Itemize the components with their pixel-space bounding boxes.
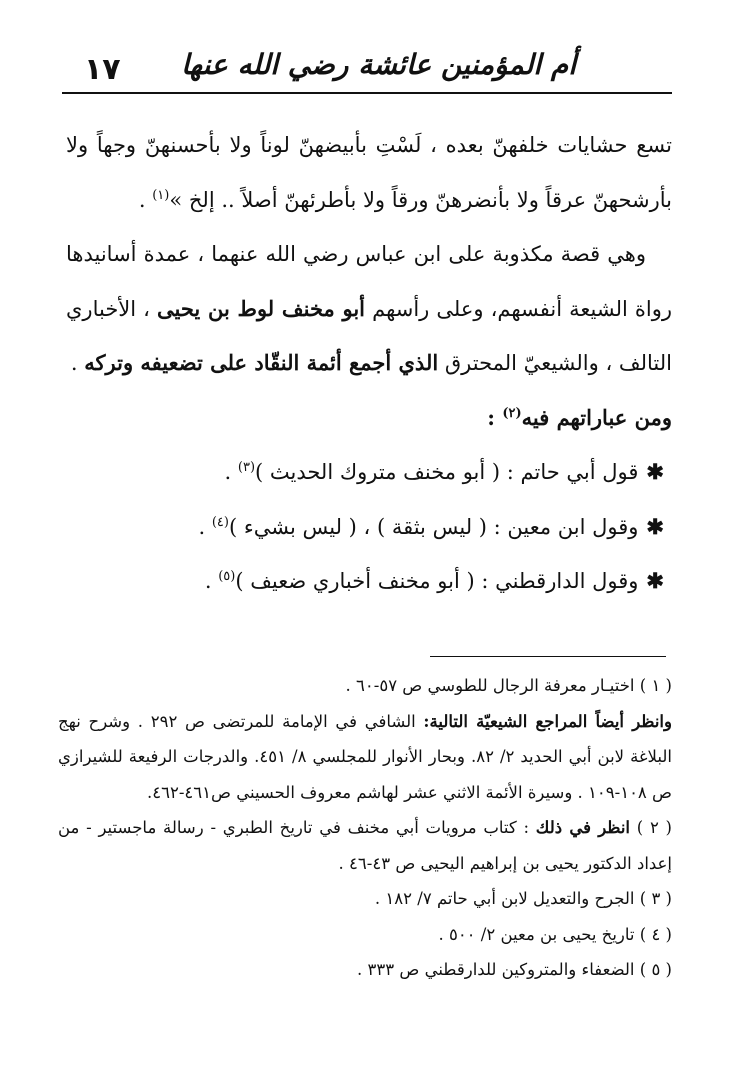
- footnote-1: ( ١ ) اختيـار معرفة الرجال للطوسي ص ٥٧-٦٠ .: [345, 676, 672, 695]
- asterisk-bullet-icon: ✱: [646, 459, 664, 484]
- paragraph-3: ومن عباراتهم فيه$^{(٢)}$ :: [487, 404, 672, 430]
- asterisk-bullet-icon: ✱: [646, 513, 664, 539]
- footnote-2: ( ٢ ) انظر في ذلك : كتاب مرويات أبي مخنف في تاريخ الطبري - رسالة ماجستير - من إعداد الدكتور يحيى بن إبراهيم اليحيى ص ٤٣-٤٦ .: [58, 818, 672, 873]
- asterisk-bullet-icon: ✱: [646, 568, 664, 593]
- paragraph-2: وهي قصة مكذوبة على ابن عباس رضي الله عنهما ، عمدة أسانيدها رواة الشيعة أنفسهم، وعلى رأسهم أبو مخنف لوط بن يحيى ، الأخباري التالف ، والشيعيّ المحترق الذي أجمع أئمة النقّاد على تضعيفه وتركه .: [66, 242, 673, 375]
- narrator-name: أبو مخنف لوط بن يحيى: [157, 295, 366, 321]
- paragraph-1-line-2: ولا بأرشحهنّ عرقاً ولا بأنضرهنّ ورقاً ولا بأطرئهنّ أصلاً .. إلخ »: [66, 133, 672, 212]
- main-text: [66, 118, 672, 609]
- paragraph-1-line-1: تسع حشايات خلفهنّ بعده ، لَسْتِ بأبيضهنّ لوناً ولا بأحسنهنّ وجهاً: [96, 133, 672, 157]
- footnote-ref-3[interactable]: (٣): [237, 460, 256, 475]
- footnote-ref-4[interactable]: (٤): [211, 514, 229, 530]
- footnote-1-references: وانظر أيضاً المراجع الشيعيّة التالية: الشافي في الإمامة للمرتضى ص ٢٩٢ . وشرح نهج البلاغة لابن أبي الحديد ٢/ ٨٢. وبحار الأنوار للمجلسي ٨/ ٤٥١. والدرجات الرفيعة للشيرازي ص ١٠٨-١٠٩ . وسيرة الأئمة الاثني عشر لهاشم معروف الحسيني ص٤٦١-٤٦٢.: [58, 711, 672, 802]
- footnote-5: ( ٥ ) الضعفاء والمتروكين للدارقطني ص ٣٣٣ .: [357, 960, 672, 979]
- consensus-statement: الذي أجمع أئمة النقّاد على تضعيفه وتركه: [84, 350, 439, 375]
- footnote-ref-5[interactable]: (٥): [218, 569, 236, 584]
- paragraph-1: تسع حشايات خلفهنّ بعده ، لَسْتِ بأبيضهنّ لوناً ولا بأحسنهنّ وجهاً ولا بأرشحهنّ عرقاً ولا بأنضرهنّ ورقاً ولا بأطرئهنّ أصلاً .. إلخ »$^{(١)}$ .: [66, 133, 672, 212]
- footnote-separator: [430, 656, 666, 657]
- quote-ibn-main: ✱وقول ابن معين : ( ليس بثقة ) ، ( ليس بشيء )$^{(٤)}$ .: [198, 513, 664, 539]
- running-title: أم المؤمنين عائشة رضي الله عنها: [181, 48, 576, 81]
- footnote-ref-2[interactable]: (٢): [502, 405, 522, 421]
- footnote-4: ( ٤ ) تاريخ يحيى بن معين ٢/ ٥٠٠ .: [438, 924, 672, 944]
- quote-daraqutni: ✱وقول الدارقطني : ( أبو مخنف أخباري ضعيف )$^{(٥)}$ .: [204, 568, 664, 593]
- footnote-3: ( ٣ ) الجرح والتعديل لابن أبي حاتم ٧/ ١٨٢ .: [374, 889, 672, 908]
- page-number: ١٧: [84, 52, 121, 87]
- quote-abu-hatim: ✱قول أبي حاتم : ( أبو مخنف متروك الحديث )$^{(٣)}$ .: [224, 459, 664, 484]
- header-rule: [62, 92, 672, 94]
- footnote-ref-1[interactable]: (١): [152, 187, 170, 203]
- page-header: [62, 44, 672, 94]
- footnotes: [58, 668, 672, 988]
